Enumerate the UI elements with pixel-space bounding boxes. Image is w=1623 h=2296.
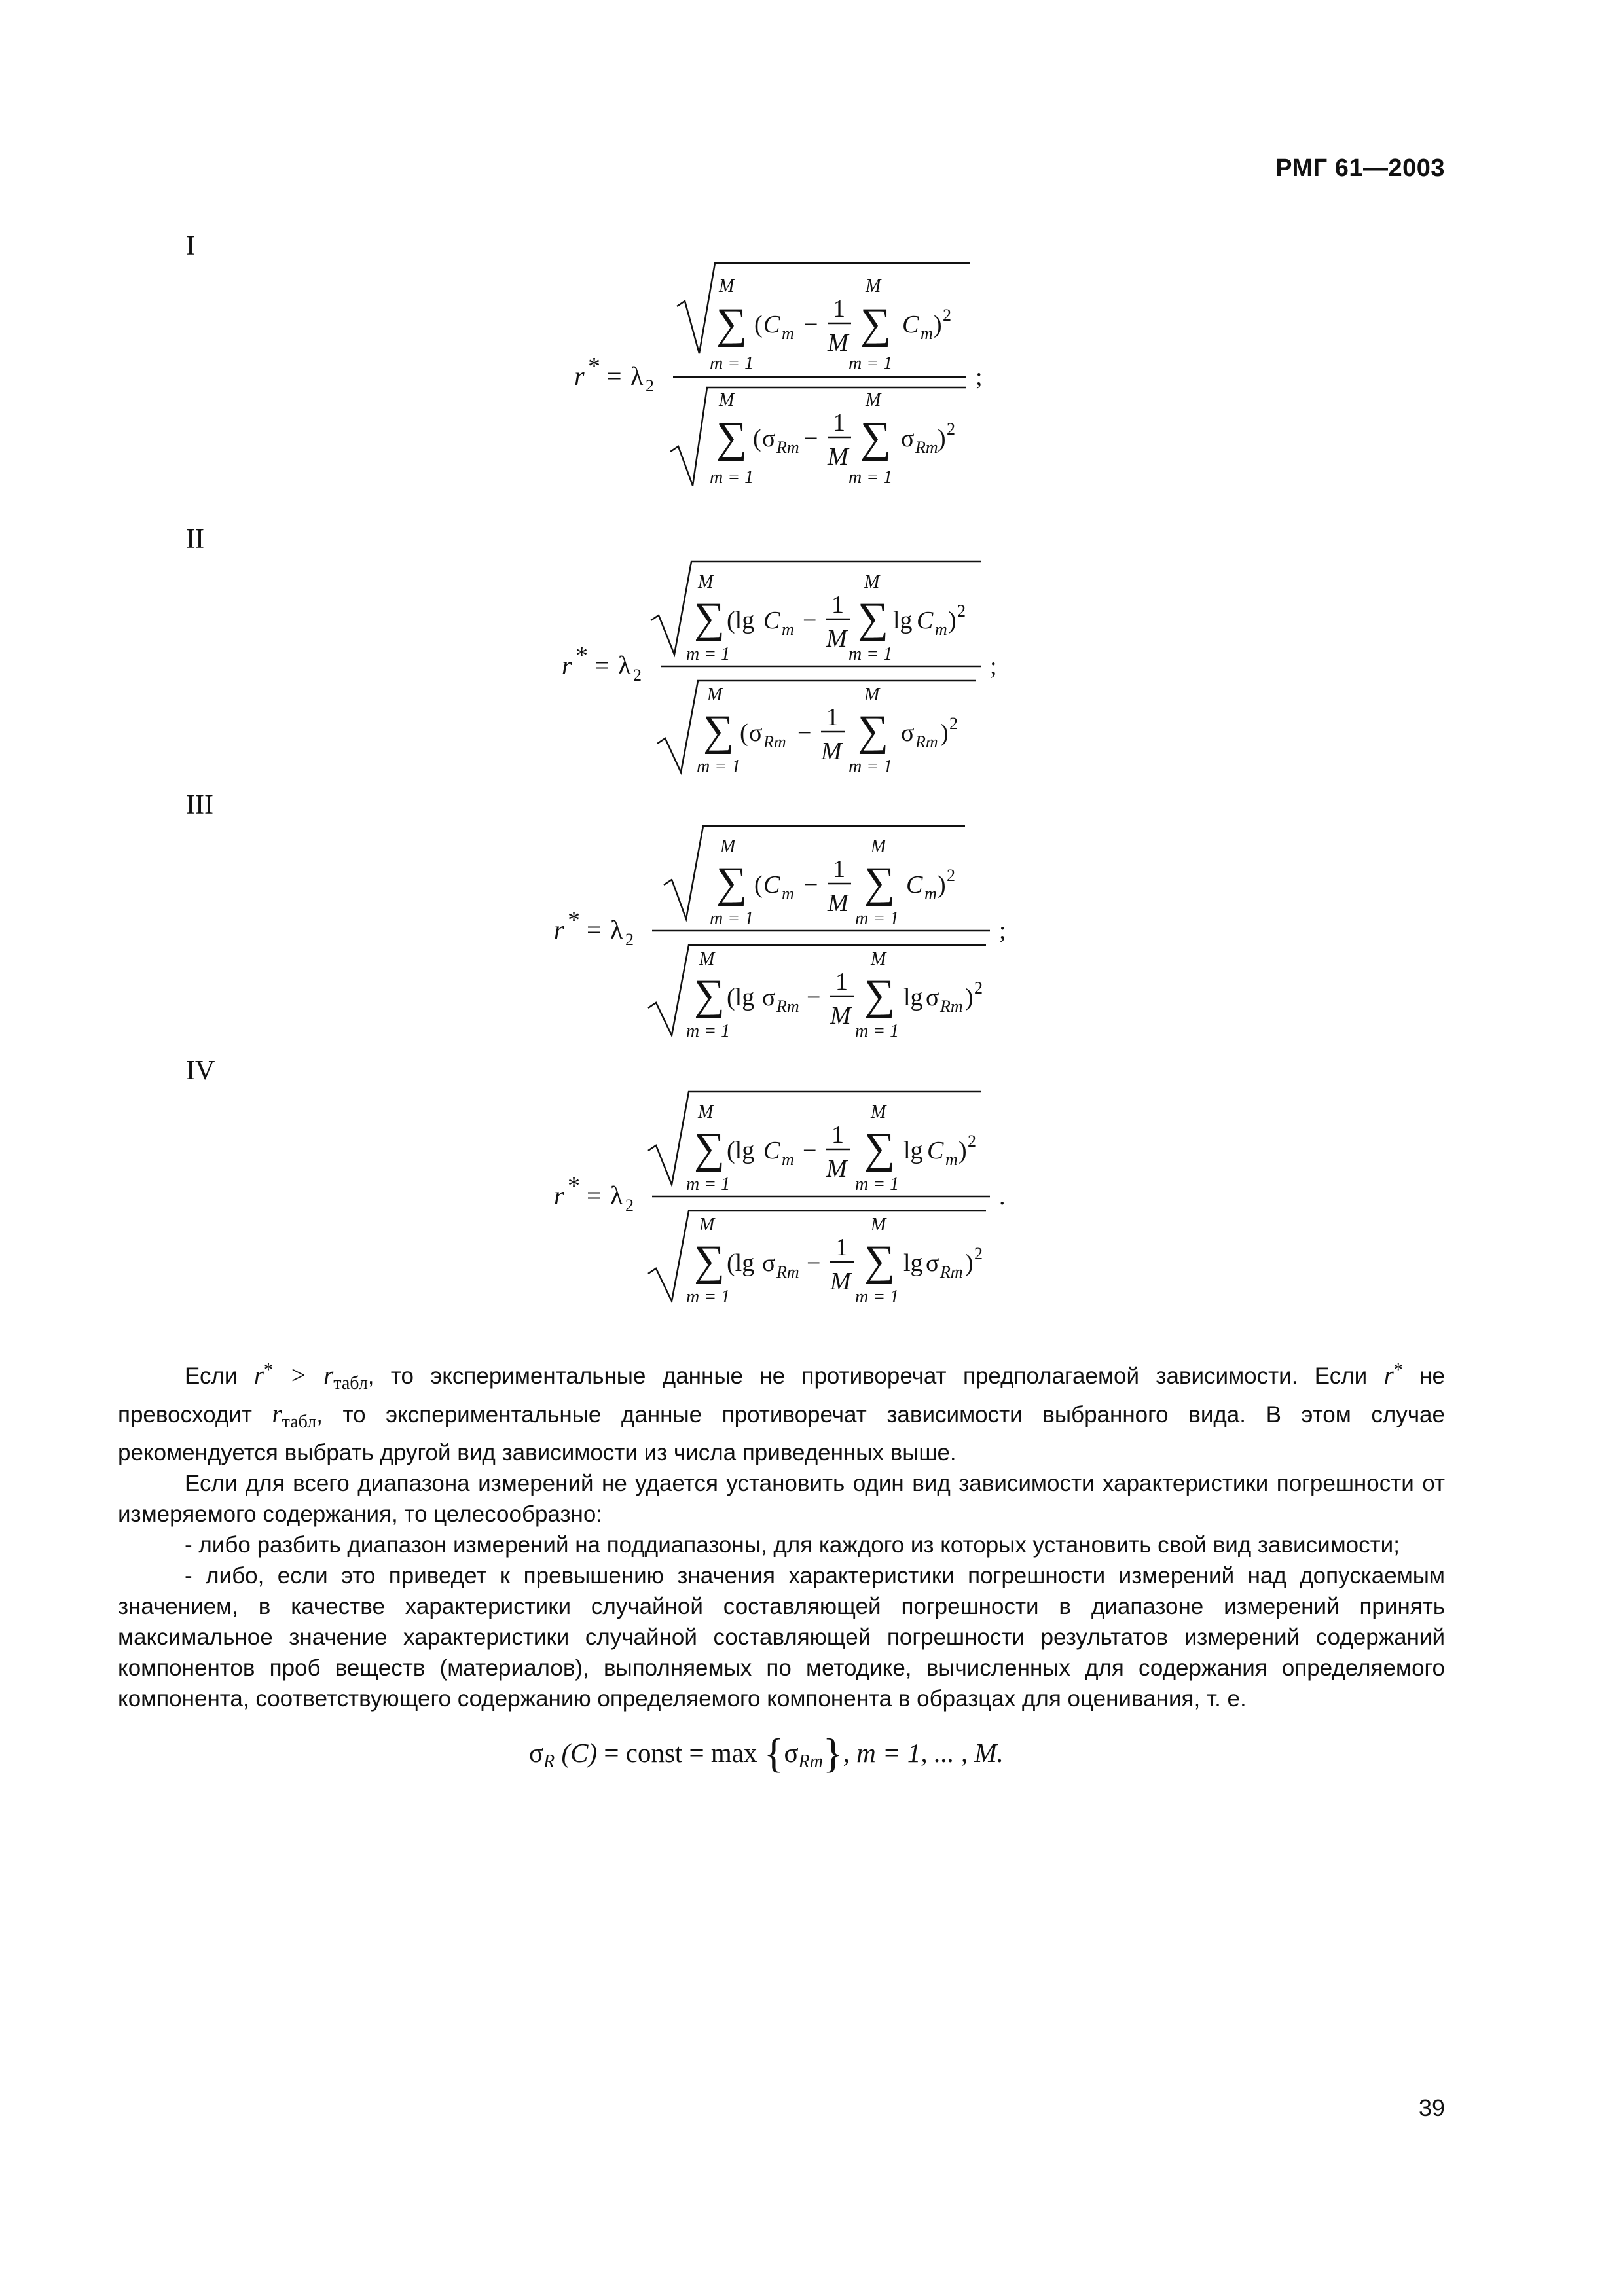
var-c2: C [927, 1137, 944, 1164]
lhs-star: * [568, 906, 580, 934]
minus: − [804, 311, 818, 338]
den-frac-m: M [828, 443, 848, 471]
den-sum2-lower: m = 1 [848, 757, 893, 777]
lhs-eq: = [594, 651, 610, 680]
den-open-paren: ( [740, 719, 748, 747]
var-c-sub: m [782, 1150, 794, 1169]
den-sum-sign: ∑ [716, 414, 748, 461]
den-sigma: σ [762, 1249, 776, 1277]
sum-lower: m = 1 [710, 908, 754, 929]
lhs-r: r [562, 651, 572, 680]
lambda: λ [618, 651, 631, 680]
den-minus: − [804, 425, 818, 452]
den-sigma2-sub: Rm [915, 732, 938, 751]
den-sigma: σ [762, 425, 776, 452]
den-close-paren: ) [965, 984, 974, 1011]
den-sum-sign: ∑ [694, 1237, 725, 1285]
den-close-paren: ) [940, 719, 949, 747]
frac-one: 1 [833, 855, 845, 883]
lhs-star: * [568, 1172, 580, 1200]
den-sigma: σ [749, 719, 763, 747]
var-c2: C [917, 607, 934, 634]
sum2-sign: ∑ [864, 859, 896, 906]
formula-iv [554, 1092, 1006, 1307]
sum-lower: m = 1 [710, 353, 754, 374]
var-c2-sub: m [924, 884, 937, 903]
minus: − [804, 871, 818, 899]
den-sum-sign: ∑ [694, 971, 725, 1019]
square: 2 [947, 866, 955, 885]
sum2-lower: m = 1 [848, 644, 893, 664]
formula-iii [554, 826, 1006, 1041]
den-sum2-lower: m = 1 [855, 1021, 900, 1041]
frac-m: M [826, 625, 847, 653]
open-paren: ( [754, 871, 763, 899]
close-paren: ) [958, 1137, 967, 1164]
lg-open: (lg [727, 607, 755, 634]
frac-one: 1 [833, 295, 845, 323]
period: . [999, 1183, 1006, 1210]
den-sigma-sub: Rm [763, 732, 786, 751]
sum-sign: ∑ [716, 859, 748, 906]
den-sigma: σ [762, 984, 776, 1011]
var-c: C [763, 1137, 780, 1164]
sum2-sign: ∑ [864, 1124, 896, 1172]
lambda-sub: 2 [625, 930, 634, 949]
den-sum-upper: M [719, 390, 735, 410]
den-sum-lower: m = 1 [697, 757, 741, 777]
den-sum2-upper: M [866, 390, 881, 410]
den-sum-lower: m = 1 [710, 467, 754, 488]
sum-lower: m = 1 [686, 1174, 731, 1194]
var-c2: C [906, 871, 923, 899]
var-c-sub: m [782, 324, 794, 343]
var-c2-sub: m [921, 324, 933, 343]
lambda-sub: 2 [633, 666, 642, 685]
den-frac-one: 1 [835, 1234, 848, 1261]
den-sigma2: σ [901, 425, 915, 452]
paragraph-criterion: Если $r^* > r_{табл}$, то экспериментальные данные не противоречат предполагаемой зависимости. Если r* не превосходит $r_{табл}$, то экспериментальные данные противоречат зависимости выбранного вида. В этом случае рекомендуется выбрать другой вид зависимости из числа приведенных выше. [118, 1360, 1445, 1465]
den-sum2-sign: ∑ [858, 707, 889, 755]
den-close-paren: ) [965, 1249, 974, 1277]
document-code: РМГ 61—2003 [1275, 154, 1445, 182]
lambda: λ [610, 915, 623, 944]
sum-upper: M [698, 572, 714, 592]
den-minus: − [807, 984, 821, 1011]
lg: lg [893, 607, 913, 634]
den-sigma2-sub: Rm [915, 438, 938, 457]
square: 2 [957, 601, 966, 620]
lambda-sub: 2 [646, 376, 654, 395]
den-sigma-sub: Rm [776, 438, 799, 457]
var-c2-sub: m [935, 620, 947, 639]
sum-sign: ∑ [694, 1124, 725, 1172]
den-sum-sign: ∑ [703, 707, 735, 755]
den-sigma2: σ [926, 1249, 939, 1277]
case-label-i: I [186, 231, 195, 261]
lhs-r: r [554, 1181, 564, 1210]
lhs-eq: = [607, 361, 622, 391]
close-paren: ) [948, 607, 957, 634]
lambda: λ [610, 1181, 623, 1210]
den-sigma-sub: Rm [776, 997, 799, 1016]
lambda-sub: 2 [625, 1196, 634, 1215]
den-sum-lower: m = 1 [686, 1287, 731, 1307]
den-close-paren: ) [938, 425, 946, 452]
den-sum2-sign: ∑ [864, 971, 896, 1019]
body-text [118, 1355, 1445, 1714]
sum2-upper: M [866, 276, 881, 296]
minus: − [803, 1137, 817, 1164]
open-paren: ( [754, 311, 763, 338]
semicolon: ; [990, 653, 997, 680]
den-lg: lg [903, 1249, 923, 1277]
paragraph-range: Если для всего диапазона измерений не удается установить один вид зависимости характеристики погрешности от измеряемого содержания, то целесообразно: [118, 1471, 1445, 1527]
den-frac-m: M [830, 1268, 851, 1295]
lhs-star: * [588, 353, 600, 380]
sum-lower: m = 1 [686, 644, 731, 664]
paragraph-option-1: - либо разбить диапазон измерений на поддиапазоны, для каждого из которых установить свой вид зависимости; [185, 1532, 1400, 1558]
den-frac-one: 1 [826, 704, 839, 731]
case-label-iv: IV [186, 1056, 215, 1086]
minus: − [803, 607, 817, 634]
den-sum2-lower: m = 1 [855, 1287, 900, 1307]
lhs-eq: = [587, 915, 602, 944]
den-square: 2 [947, 420, 955, 439]
den-frac-m: M [830, 1002, 851, 1030]
den-square: 2 [974, 1244, 983, 1263]
formula-i [574, 263, 983, 488]
lhs-r: r [554, 915, 564, 944]
paragraph-option-2: - либо, если это приведет к превышению значения характеристики погрешности измерений над допускаемым значением, в качестве характеристики случайной составляющей погрешности в диапазоне измерений принять максимальное значение характеристики случайной составляющей погрешности результатов измерений содержаний компонентов проб веществ (материалов), выполняемых по методике, вычисленных для содержания определяемого компонента, соответствующего содержанию определяемого компонента в образцах для оценивания, т. е. [118, 1563, 1445, 1712]
den-open-paren: ( [753, 425, 761, 452]
lhs-eq: = [587, 1181, 602, 1210]
close-paren: ) [938, 871, 946, 899]
den-lg-open: (lg [727, 984, 755, 1011]
den-sum2-upper: M [864, 685, 880, 705]
lhs-r: r [574, 361, 585, 391]
sum2-lower: m = 1 [855, 908, 900, 929]
var-c2: C [902, 311, 919, 338]
den-sigma2: σ [901, 719, 915, 747]
sum2-sign: ∑ [858, 594, 889, 642]
final-formula: σR (C) = const = max {σRm}, m = 1, ... , M. [529, 1730, 1004, 1776]
den-lg: lg [903, 984, 923, 1011]
var-c: C [763, 311, 780, 338]
var-c: C [763, 607, 780, 634]
semicolon: ; [999, 917, 1006, 944]
sum2-lower: m = 1 [855, 1174, 900, 1194]
den-square: 2 [974, 978, 983, 997]
semicolon: ; [976, 363, 983, 391]
lg-open: (lg [727, 1137, 755, 1164]
den-sum2-upper: M [871, 1215, 886, 1235]
frac-m: M [828, 889, 848, 917]
lg: lg [903, 1137, 923, 1164]
den-sigma2-sub: Rm [940, 1263, 963, 1282]
sum2-upper: M [871, 836, 886, 857]
square: 2 [968, 1132, 976, 1151]
close-paren: ) [934, 311, 942, 338]
den-sum-upper: M [699, 1215, 715, 1235]
den-minus: − [797, 719, 812, 747]
lhs-star: * [575, 642, 588, 670]
den-sum2-upper: M [871, 949, 886, 969]
den-lg-open: (lg [727, 1249, 755, 1277]
den-sum2-lower: m = 1 [848, 467, 893, 488]
var-c: C [763, 871, 780, 899]
den-sum2-sign: ∑ [864, 1237, 896, 1285]
den-frac-m: M [821, 738, 842, 765]
sum-upper: M [720, 836, 736, 857]
den-frac-one: 1 [835, 968, 848, 996]
den-frac-one: 1 [833, 409, 845, 437]
frac-one: 1 [831, 591, 844, 619]
sum-upper: M [698, 1102, 714, 1122]
lambda: λ [630, 361, 644, 391]
var-c-sub: m [782, 884, 794, 903]
case-label-iii: III [186, 790, 213, 820]
sum-sign: ∑ [694, 594, 725, 642]
formula-ii [562, 562, 997, 777]
page-number: 39 [1418, 2094, 1445, 2121]
sum2-upper: M [871, 1102, 886, 1122]
den-sigma2-sub: Rm [940, 997, 963, 1016]
den-sigma-sub: Rm [776, 1263, 799, 1282]
square: 2 [943, 306, 951, 325]
frac-m: M [828, 329, 848, 357]
var-c2-sub: m [945, 1150, 958, 1169]
frac-one: 1 [831, 1121, 844, 1149]
den-square: 2 [949, 714, 958, 733]
den-sum-lower: m = 1 [686, 1021, 731, 1041]
sum2-sign: ∑ [860, 300, 892, 348]
sum2-lower: m = 1 [848, 353, 893, 374]
den-sum-upper: M [707, 685, 723, 705]
den-sigma2: σ [926, 984, 939, 1011]
sum-upper: M [719, 276, 735, 296]
frac-m: M [826, 1155, 847, 1183]
den-sum-upper: M [699, 949, 715, 969]
sum-sign: ∑ [716, 300, 748, 348]
case-label-ii: II [186, 524, 204, 554]
den-minus: − [807, 1249, 821, 1277]
sum2-upper: M [864, 572, 880, 592]
var-c-sub: m [782, 620, 794, 639]
den-sum2-sign: ∑ [860, 414, 892, 461]
